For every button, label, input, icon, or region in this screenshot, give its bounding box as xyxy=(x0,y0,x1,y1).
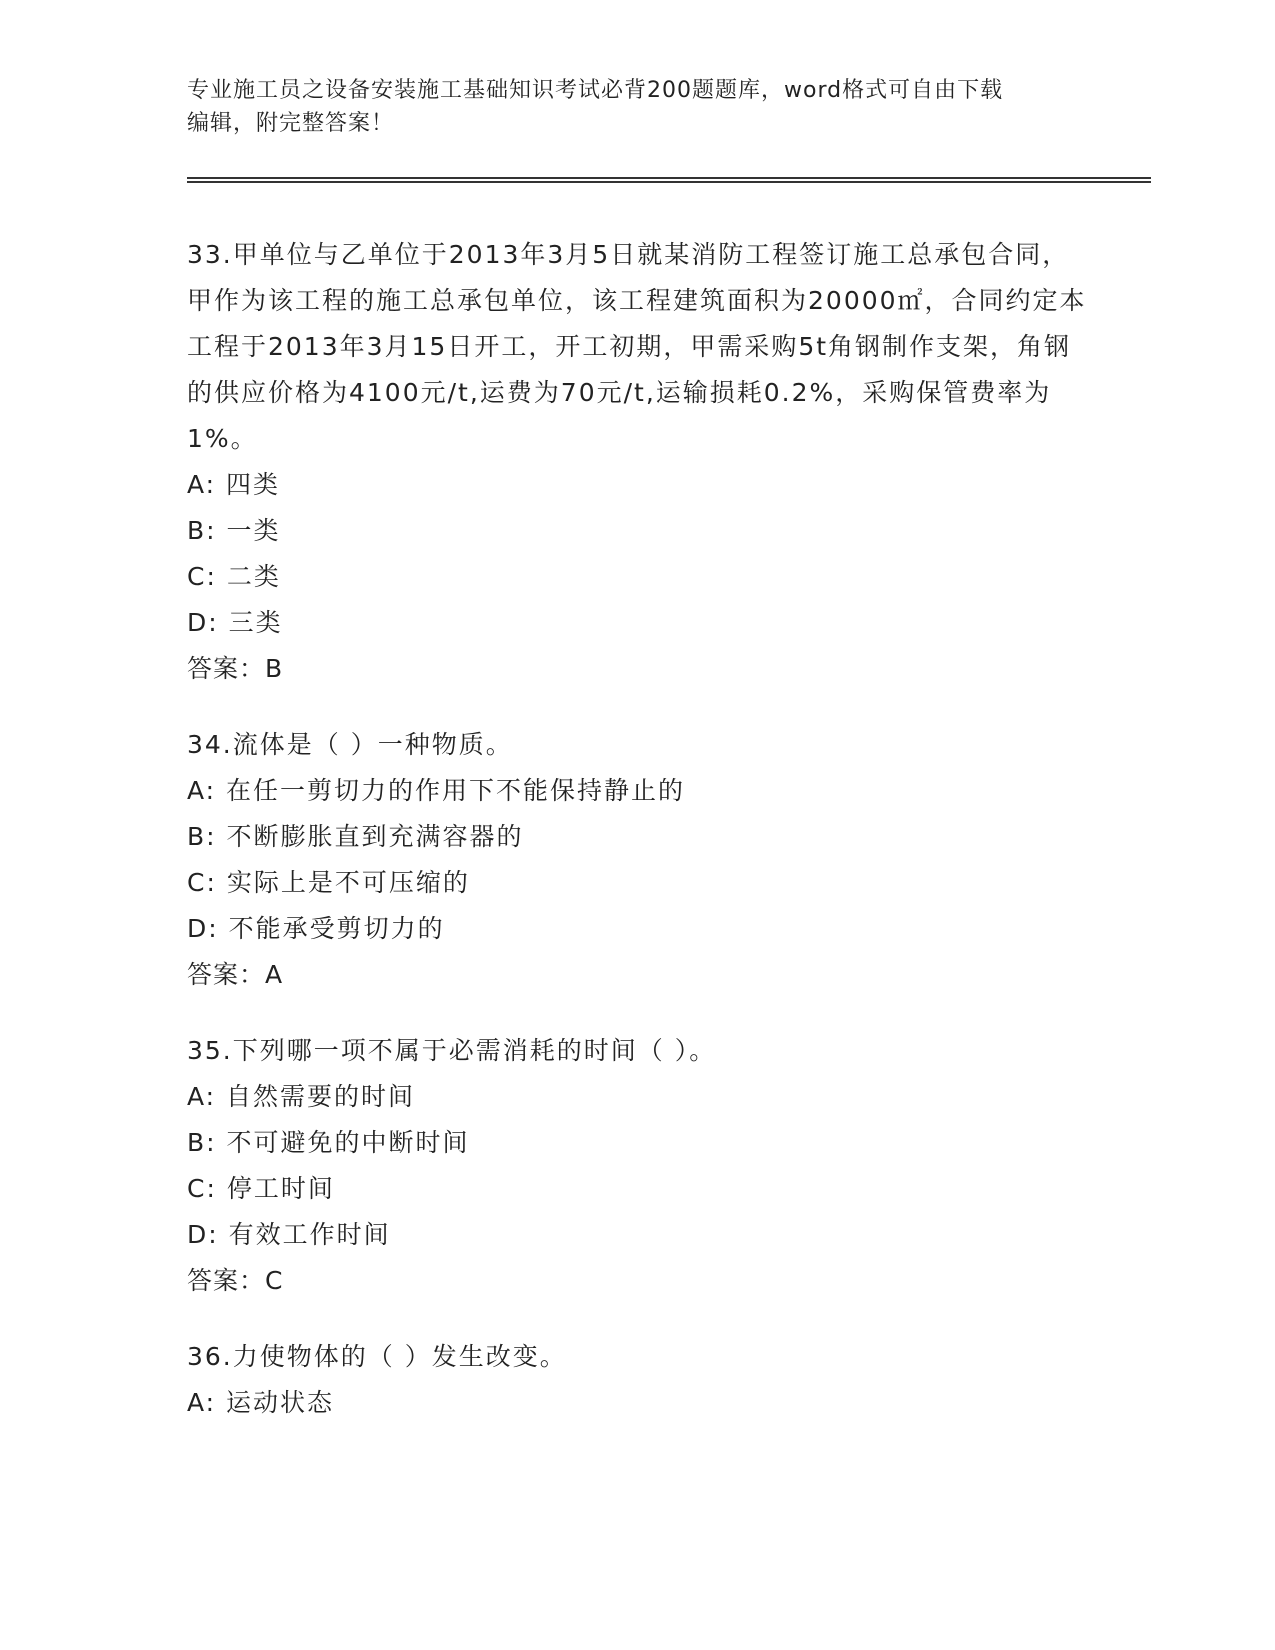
option-c: C: 实际上是不可压缩的 xyxy=(187,868,470,897)
option-a: A: 自然需要的时间 xyxy=(187,1082,416,1111)
answer: 答案：A xyxy=(187,960,284,989)
answer: 答案：C xyxy=(187,1266,284,1295)
header-line-1: 专业施工员之设备安装施工基础知识考试必背200题题库，word格式可自由下载 xyxy=(187,78,1004,103)
document-header xyxy=(187,74,1067,140)
option-b: B: 一类 xyxy=(187,516,281,545)
option-d: D: 三类 xyxy=(187,608,283,637)
option-a: A: 四类 xyxy=(187,470,281,499)
question-stem: 33.甲单位与乙单位于2013年3月5日就某消防工程签订施工总承包合同，甲作为该工程的施工总承包单位，该工程建筑面积为20000㎡，合同约定本工程于2013年3月15日开工，开工初期，甲需采购5t角钢制作支架，角钢的供应价格为4100元/t,运费为70元/t,运输损耗0.2%，采购保管费率为1%。 xyxy=(187,240,1087,453)
header-line-2: 编辑，附完整答案！ xyxy=(187,111,395,136)
option-d: D: 有效工作时间 xyxy=(187,1220,391,1249)
question-list xyxy=(187,232,1087,1456)
question-stem: 35.下列哪一项不属于必需消耗的时间（ ）。 xyxy=(187,1036,717,1065)
answer: 答案：B xyxy=(187,654,284,683)
option-c: C: 停工时间 xyxy=(187,1174,335,1203)
option-d: D: 不能承受剪切力的 xyxy=(187,914,445,943)
option-c: C: 二类 xyxy=(187,562,281,591)
header-divider-bottom xyxy=(187,181,1151,183)
option-a: A: 运动状态 xyxy=(187,1388,335,1417)
option-b: B: 不可避免的中断时间 xyxy=(187,1128,470,1157)
option-a: A: 在任一剪切力的作用下不能保持静止的 xyxy=(187,776,686,805)
question-35 xyxy=(187,1028,1087,1304)
question-33 xyxy=(187,232,1087,692)
header-divider-top xyxy=(187,177,1151,179)
question-stem: 34.流体是（ ）一种物质。 xyxy=(187,730,513,759)
question-stem: 36.力使物体的（ ）发生改变。 xyxy=(187,1342,567,1371)
option-b: B: 不断膨胀直到充满容器的 xyxy=(187,822,524,851)
question-36 xyxy=(187,1334,1087,1426)
question-34 xyxy=(187,722,1087,998)
